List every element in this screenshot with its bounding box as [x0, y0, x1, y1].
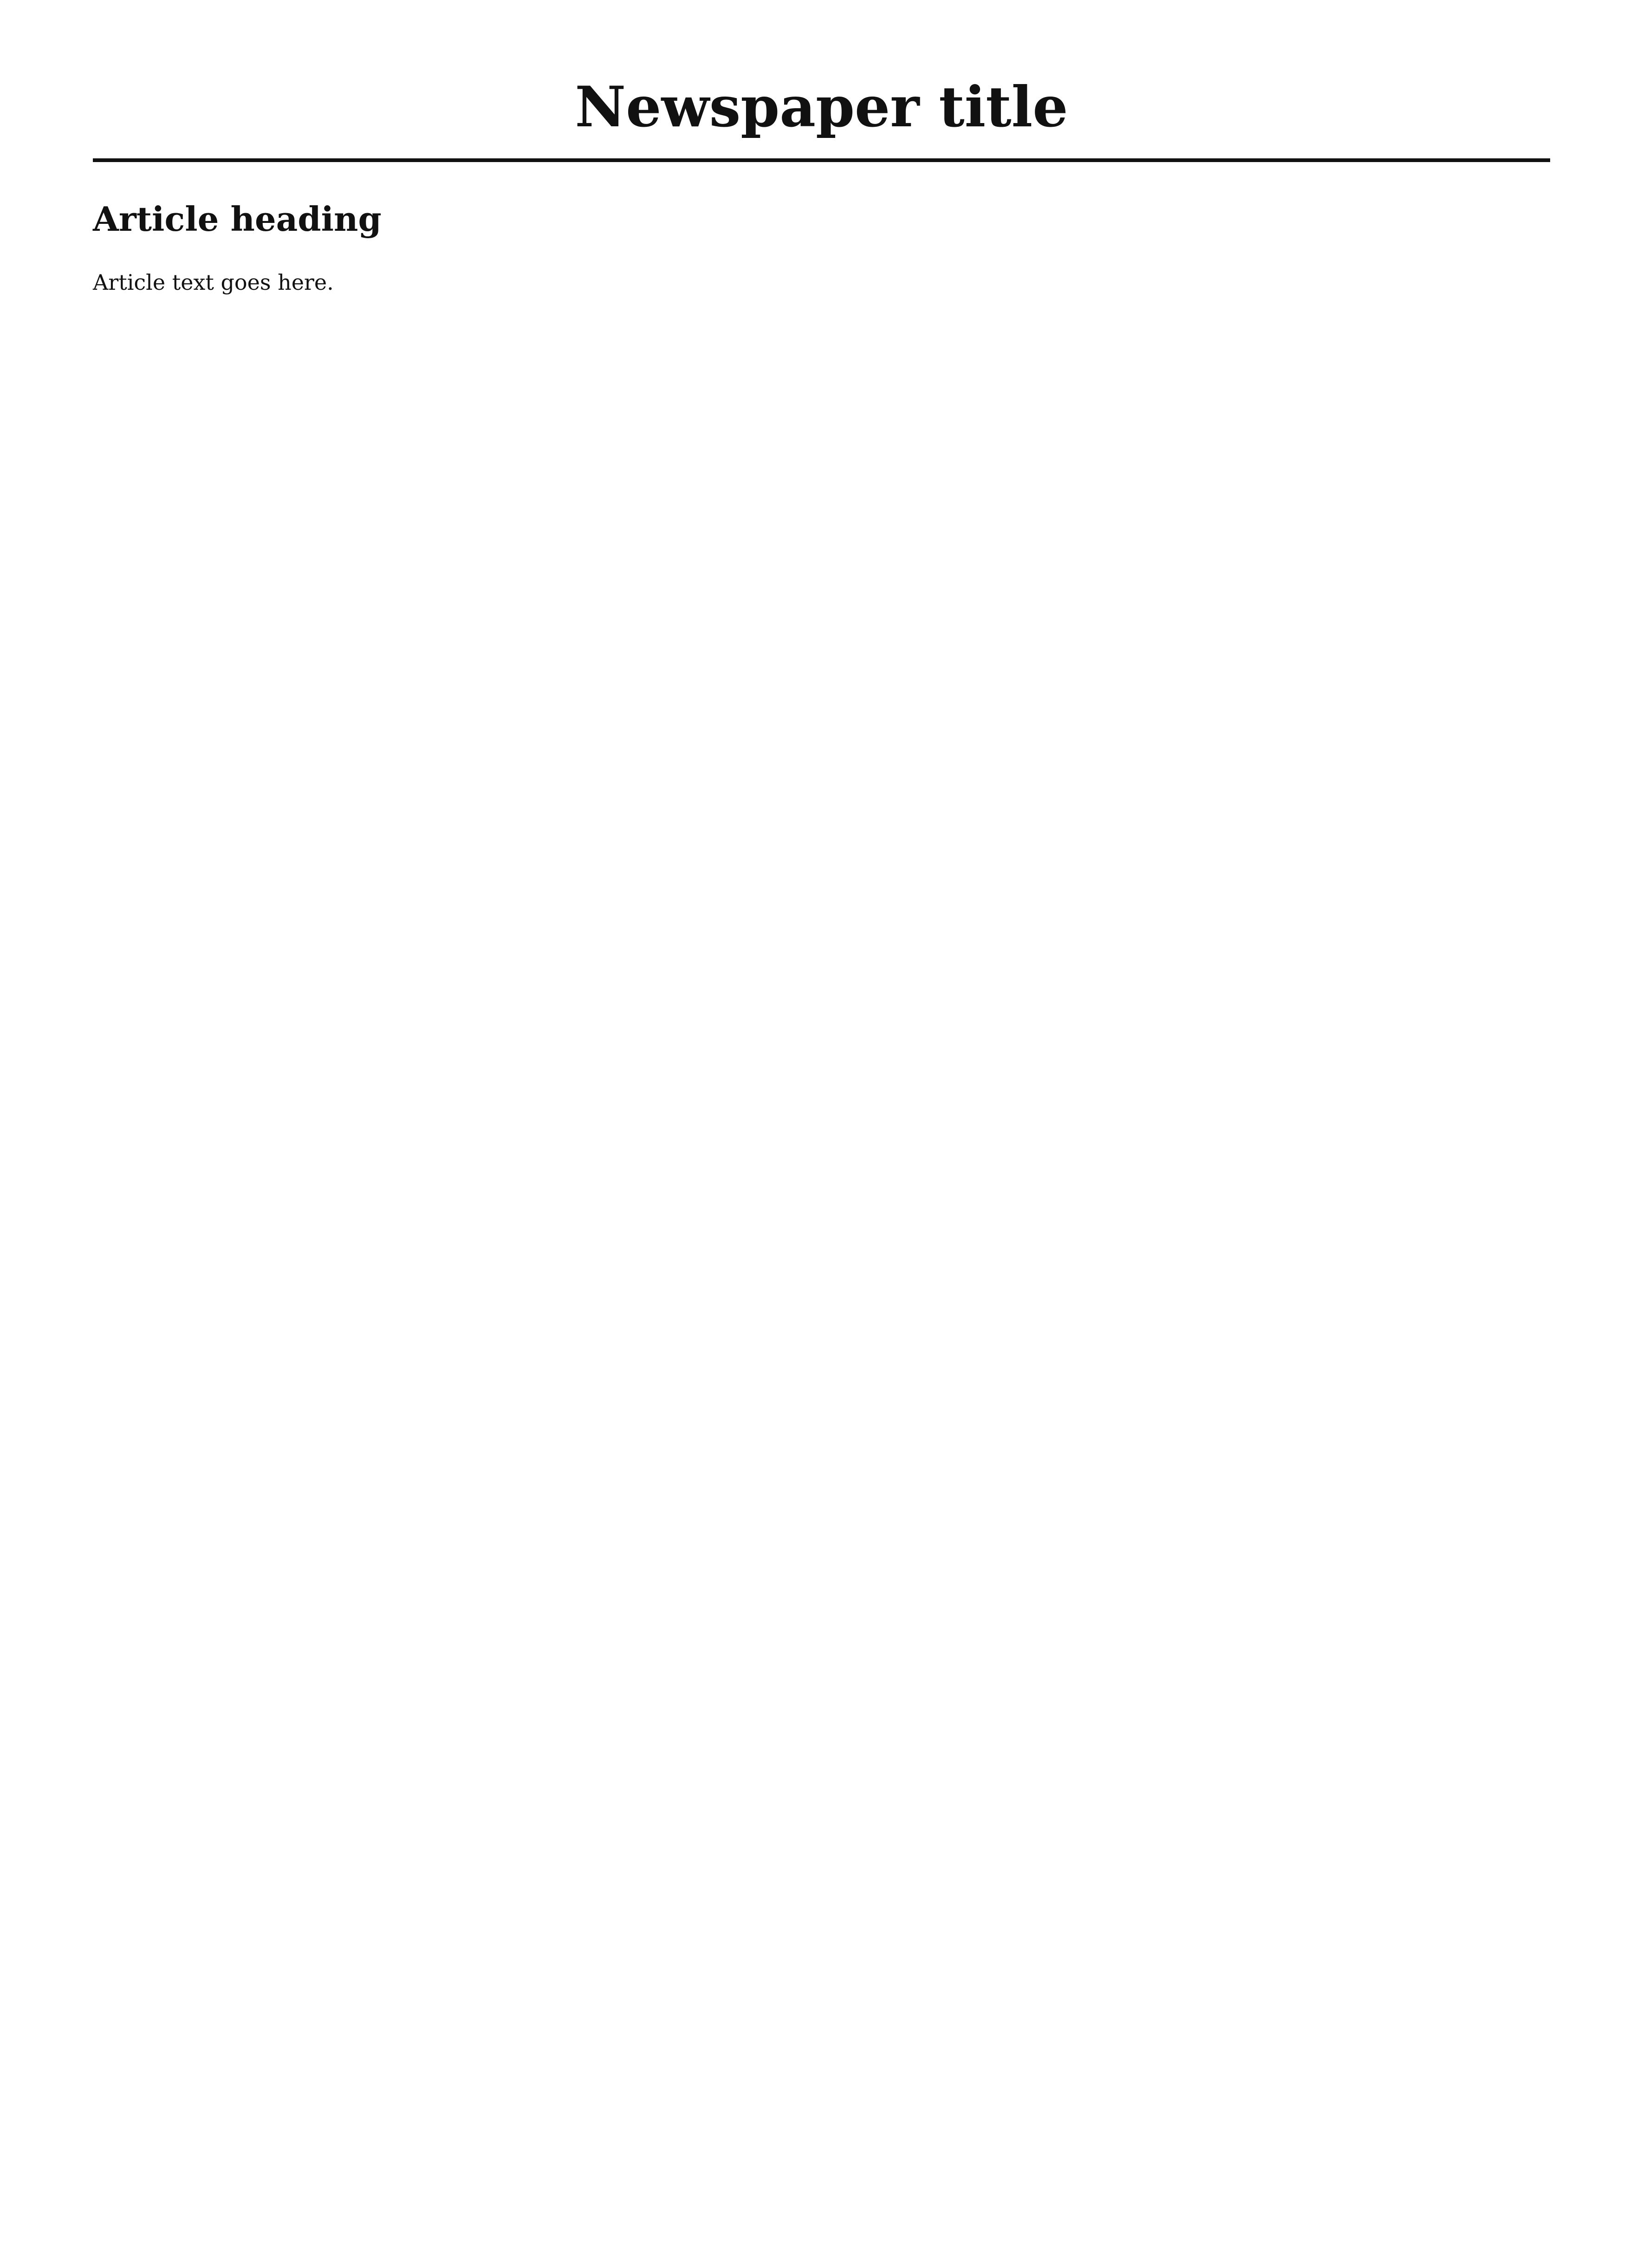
- article-body: Article text goes here.: [93, 269, 334, 295]
- masthead-title: Newspaper title: [575, 74, 1068, 140]
- masthead: [93, 74, 1550, 162]
- article: [93, 199, 1550, 299]
- article-heading: Article heading: [93, 199, 382, 239]
